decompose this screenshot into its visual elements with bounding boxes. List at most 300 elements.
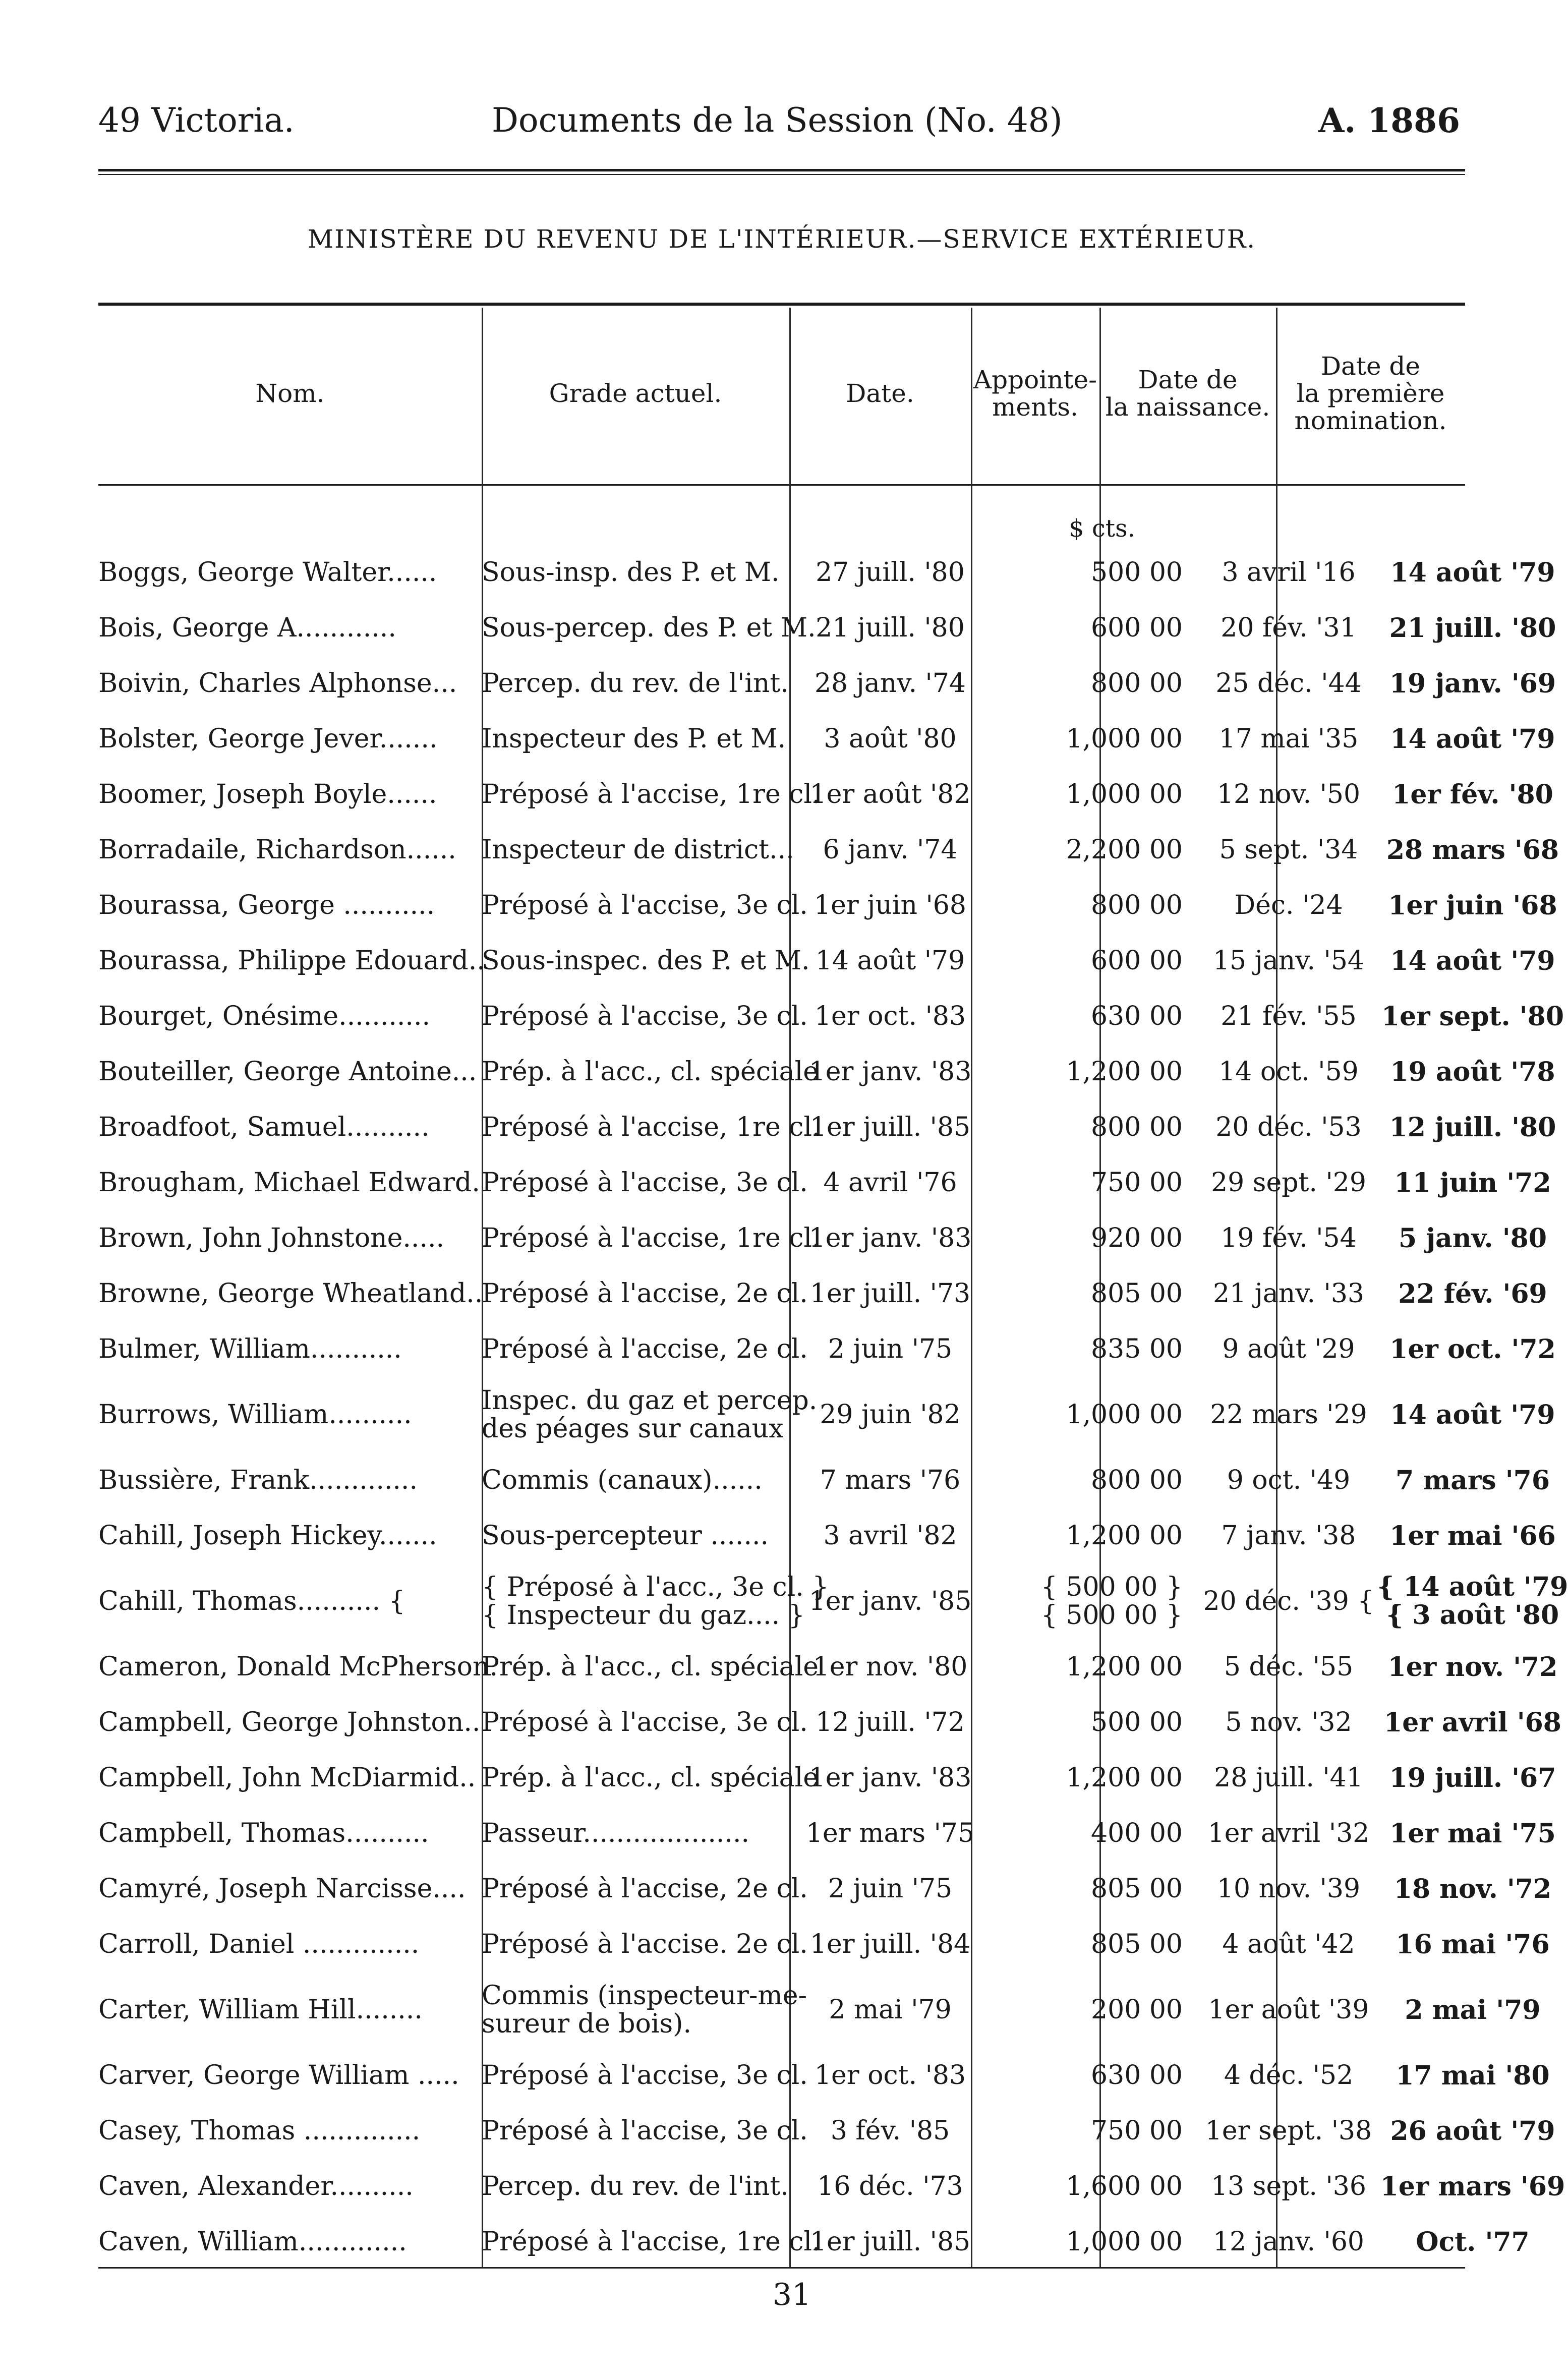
cell-date-text: 21 juill. '80 <box>816 613 965 643</box>
cell-premiere-text: 14 août '79 <box>1390 557 1555 588</box>
cell-appointements-text: 805 00 <box>1091 1874 1183 1904</box>
cell-appointements-text: 750 00 <box>1091 1168 1183 1198</box>
cell-naissance-text: 12 nov. '50 <box>1216 779 1361 809</box>
page-number: 31 <box>772 2277 811 2312</box>
cell-premiere <box>1379 1099 1566 1155</box>
cell-date <box>789 1861 991 1917</box>
table-row <box>98 1563 1568 1639</box>
cell-grade <box>482 1044 819 1099</box>
cell-naissance <box>1203 989 1374 1044</box>
cell-appointements-text: 835 00 <box>1091 1334 1183 1364</box>
cell-nom-text: Bussière, Frank............. <box>98 1465 418 1495</box>
cell-grade-text: Préposé à l'accise, 3e cl. <box>482 2116 808 2146</box>
cell-premiere-text: 11 juin '72 <box>1394 1167 1551 1198</box>
cell-date-text: 1er oct. '83 <box>814 2060 966 2091</box>
cell-premiere <box>1379 1266 1566 1321</box>
cell-appointements <box>991 822 1193 878</box>
cell-date-text: 1er nov. '80 <box>812 1652 968 1682</box>
cell-date <box>789 1750 991 1806</box>
cell-date <box>789 545 991 600</box>
cell-premiere <box>1379 822 1566 878</box>
cell-date <box>789 822 991 878</box>
cell-nom <box>98 656 477 711</box>
cell-grade-line2: sureur de bois). <box>482 2009 691 2039</box>
col-header-grade: Grade actuel. <box>549 379 722 408</box>
cell-date <box>789 1695 991 1750</box>
cell-nom <box>98 1639 498 1695</box>
cell-premiere-text: 1er mai '66 <box>1389 1520 1556 1551</box>
cell-date-text: 4 avril '76 <box>823 1168 957 1198</box>
header-center: Documents de la Session (No. 48) <box>492 101 1063 140</box>
cell-naissance-text: 14 oct. '59 <box>1218 1057 1359 1087</box>
cell-grade <box>482 822 794 878</box>
cell-date-text: 16 déc. '73 <box>817 2171 963 2201</box>
cell-nom-text: Boivin, Charles Alphonse... <box>98 668 457 699</box>
header-rule-thin <box>98 174 1465 175</box>
cell-date-text: 1er juill. '73 <box>809 1279 971 1309</box>
cell-appointements <box>991 1563 1193 1639</box>
cell-grade <box>482 1563 829 1639</box>
cell-naissance-text: 5 nov. '32 <box>1225 1707 1352 1737</box>
cell-premiere-text: 28 mars '68 <box>1386 834 1559 865</box>
cell-appointements <box>991 711 1193 767</box>
cell-appointements-text: 800 00 <box>1091 668 1183 699</box>
table-row <box>98 711 1555 767</box>
cell-grade <box>482 989 808 1044</box>
cell-nom-text: Boggs, George Walter...... <box>98 557 437 588</box>
cell-naissance-text: 20 déc. '53 <box>1215 1112 1362 1142</box>
cell-appointements-text: 1,000 00 <box>1066 1400 1183 1430</box>
table-row <box>98 1044 1555 1099</box>
cell-date <box>789 1508 991 1563</box>
cell-premiere <box>1379 2159 1566 2214</box>
cell-grade-text: Préposé à l'accise, 3e cl. <box>482 1168 808 1198</box>
cell-premiere <box>1379 933 1566 989</box>
table-row <box>98 2048 1550 2103</box>
cell-date <box>789 1917 991 1972</box>
cell-naissance <box>1203 1210 1374 1266</box>
cell-appointements <box>991 1099 1193 1155</box>
cell-grade <box>482 878 808 933</box>
cell-nom <box>98 1044 477 1099</box>
cell-nom-text: Cahill, Joseph Hickey....... <box>98 1521 437 1551</box>
cell-nom-text: Carver, George William ..... <box>98 2060 459 2091</box>
cell-naissance <box>1203 1099 1374 1155</box>
cell-grade <box>482 1972 807 2048</box>
table-row <box>98 1266 1547 1321</box>
cell-premiere-text: 19 août '78 <box>1390 1056 1555 1087</box>
cell-date-text: 1er oct. '83 <box>814 1001 966 1031</box>
cell-naissance-text: 10 nov. '39 <box>1216 1874 1361 1904</box>
cell-naissance <box>1203 1508 1374 1563</box>
table-row <box>98 1917 1550 1972</box>
cell-grade-text: Préposé à l'accise, 3e cl. <box>482 890 808 920</box>
cell-nom-text: Carter, William Hill........ <box>98 1995 423 2025</box>
table-row <box>98 1695 1561 1750</box>
cell-nom <box>98 1266 483 1321</box>
cell-date-text: 1er juill. '85 <box>809 2227 971 2257</box>
cell-naissance <box>1203 1563 1374 1639</box>
cell-naissance <box>1203 1861 1374 1917</box>
cell-nom-text: Campbell, Thomas.......... <box>98 1818 429 1848</box>
cell-premiere-text: 18 nov. '72 <box>1393 1873 1552 1904</box>
table-top-rule <box>98 303 1465 306</box>
cell-naissance-text: Déc. '24 <box>1234 890 1343 920</box>
cell-naissance <box>1203 1750 1374 1806</box>
cell-nom <box>98 1972 477 2048</box>
cell-naissance <box>1203 2159 1374 2214</box>
cell-grade-text: Préposé à l'accise, 1re cl. <box>482 2227 821 2257</box>
cell-grade <box>482 1695 808 1750</box>
cell-grade <box>482 1861 808 1917</box>
cell-premiere <box>1379 600 1566 656</box>
cell-nom-text: Camyré, Joseph Narcisse.... <box>98 1874 466 1904</box>
cell-naissance <box>1203 711 1374 767</box>
cell-naissance <box>1203 1044 1374 1099</box>
cell-date-text: 3 avril '82 <box>823 1521 957 1551</box>
cell-nom <box>98 822 477 878</box>
col-header-naissance: Date de la naissance. <box>1105 365 1270 422</box>
cell-nom <box>98 1508 477 1563</box>
cell-date-text: 3 août '80 <box>824 724 957 754</box>
cell-grade <box>482 933 810 989</box>
cell-date-text: 6 janv. '74 <box>823 835 958 865</box>
cell-premiere-text: 1er fév. '80 <box>1392 779 1553 810</box>
cell-nom-text: Campbell, John McDiarmid.. <box>98 1763 476 1793</box>
cell-nom-text: Boomer, Joseph Boyle...... <box>98 779 437 809</box>
cell-grade <box>482 1155 808 1210</box>
cell-naissance <box>1203 933 1374 989</box>
cell-date <box>789 933 991 989</box>
cell-appointements-text: 800 00 <box>1091 890 1183 920</box>
header-bottom-rule <box>98 484 1465 486</box>
cell-nom-text: Bourassa, Philippe Edouard.. <box>98 946 485 976</box>
cell-premiere <box>1379 1806 1566 1861</box>
cell-appointements-text: 500 00 <box>1091 557 1183 588</box>
cell-date <box>789 1972 991 2048</box>
cell-naissance-text: 25 déc. '44 <box>1215 668 1362 699</box>
cell-premiere-text: 2 mai '79 <box>1405 1994 1541 2025</box>
cell-grade-text: Préposé à l'accise, 2e cl. <box>482 1279 808 1309</box>
cell-naissance-text: 7 janv. '38 <box>1221 1521 1356 1551</box>
cell-naissance <box>1203 2103 1374 2159</box>
cell-date-text: 12 juill. '72 <box>816 1707 965 1737</box>
cell-date <box>789 1563 991 1639</box>
cell-nom <box>98 2103 477 2159</box>
cell-appointements-text: 1,000 00 <box>1066 724 1183 754</box>
cell-nom-text: Bourassa, George ........... <box>98 890 435 920</box>
cell-premiere <box>1379 1750 1566 1806</box>
cell-date <box>789 656 991 711</box>
cell-date-text: 1er janv. '83 <box>808 1057 972 1087</box>
table-row <box>98 1099 1556 1155</box>
cell-date <box>789 1210 991 1266</box>
cell-grade <box>482 1210 821 1266</box>
cell-appointements-text: 1,200 00 <box>1066 1521 1183 1551</box>
table-row <box>98 822 1559 878</box>
col-header-appointements: Appointe- ments. <box>973 365 1097 422</box>
cell-date-text: 1er juill. '84 <box>809 1929 971 1959</box>
cell-grade-text: Préposé à l'accise, 1re cl. <box>482 779 821 809</box>
cell-naissance <box>1203 1806 1374 1861</box>
table-row <box>98 1155 1551 1210</box>
col-header-premiere: Date de la première nomination. <box>1294 352 1447 435</box>
cell-naissance <box>1203 1972 1374 2048</box>
cell-appointements <box>991 767 1193 822</box>
cell-nom-text: Casey, Thomas .............. <box>98 2116 421 2146</box>
table-row <box>98 1972 1541 2048</box>
cell-naissance <box>1203 878 1374 933</box>
cell-naissance <box>1203 1695 1374 1750</box>
cell-appointements-text: 1,200 00 <box>1066 1652 1183 1682</box>
cell-appointements-text: 630 00 <box>1091 2060 1183 2091</box>
cell-nom-text: Brougham, Michael Edward. <box>98 1168 480 1198</box>
cell-premiere <box>1379 1377 1566 1453</box>
cell-appointements <box>991 1210 1193 1266</box>
cell-premiere <box>1379 1453 1566 1508</box>
table-row <box>98 1453 1550 1508</box>
cell-appointements <box>991 1155 1193 1210</box>
cell-naissance <box>1203 2214 1374 2270</box>
cell-date-text: 1er juin '68 <box>814 890 966 920</box>
cell-date <box>789 2048 991 2103</box>
cell-grade-text: Prép. à l'acc., cl. spéciale <box>482 1057 819 1087</box>
cell-nom <box>98 1321 477 1377</box>
table-row <box>98 545 1555 600</box>
cell-appointements-text: 805 00 <box>1091 1929 1183 1959</box>
cell-appointements-text: 600 00 <box>1091 613 1183 643</box>
cell-naissance-text: 4 déc. '52 <box>1224 2060 1354 2091</box>
cell-premiere-text: 1er juin '68 <box>1388 890 1557 921</box>
cell-nom-text: Burrows, William.......... <box>98 1400 412 1430</box>
cell-nom-text: Caven, Alexander.......... <box>98 2171 414 2201</box>
cell-naissance-text: 1er avril '32 <box>1207 1818 1370 1848</box>
cell-naissance-text: 29 sept. '29 <box>1211 1168 1366 1198</box>
cell-grade-text: Sous-inspec. des P. et M. <box>482 946 810 976</box>
cell-appointements <box>991 2159 1193 2214</box>
cell-grade <box>482 1639 819 1695</box>
cell-premiere <box>1379 1321 1566 1377</box>
cell-premiere <box>1379 1917 1566 1972</box>
cell-appointements <box>991 1266 1193 1321</box>
cell-appointements <box>991 1695 1193 1750</box>
cell-appointements-text: 600 00 <box>1091 946 1183 976</box>
cell-appointements <box>991 1750 1193 1806</box>
cell-grade <box>482 545 784 600</box>
cell-nom-text: Caven, William............. <box>98 2227 407 2257</box>
cell-naissance <box>1203 1639 1374 1695</box>
cell-appointements-line1: { 500 00 } <box>1040 1572 1183 1602</box>
cell-grade-line1: { Préposé à l'acc., 3e cl. } <box>482 1572 829 1602</box>
cell-date-text: 1er mars '75 <box>805 1818 975 1848</box>
cell-date <box>789 1321 991 1377</box>
cell-premiere-text: 12 juill. '80 <box>1389 1112 1556 1143</box>
cell-grade-text: Inspecteur de district... <box>482 835 794 865</box>
cell-nom-text: Bolster, George Jever....... <box>98 724 438 754</box>
header-right: A. 1886 <box>1318 101 1460 140</box>
cell-appointements-text: 1,600 00 <box>1066 2171 1183 2201</box>
cell-grade-text: Préposé à l'accise, 2e cl. <box>482 1874 808 1904</box>
cell-appointements-text: 400 00 <box>1091 1818 1183 1848</box>
cell-premiere-text: 22 fév. '69 <box>1398 1278 1547 1309</box>
col-header-nom: Nom. <box>255 379 325 408</box>
cell-grade <box>482 1453 784 1508</box>
table-row <box>98 1321 1556 1377</box>
table-row <box>98 1861 1552 1917</box>
cell-nom-text: Bouteiller, George Antoine... <box>98 1057 477 1087</box>
cell-naissance-text: 4 août '42 <box>1222 1929 1355 1959</box>
cell-naissance-text: 20 déc. '39 { <box>1203 1586 1374 1616</box>
table-row <box>98 1806 1556 1861</box>
cell-premiere-text: 1er mai '75 <box>1389 1818 1556 1849</box>
cell-premiere-text: 17 mai '80 <box>1396 2060 1550 2091</box>
cell-date-text: 3 fév. '85 <box>830 2116 950 2146</box>
cell-nom <box>98 711 477 767</box>
cell-naissance-text: 3 avril '16 <box>1222 557 1356 588</box>
cell-appointements-line2: { 500 00 } <box>1040 1600 1183 1631</box>
cell-date-text: 1er août '82 <box>809 779 971 809</box>
table-row <box>98 933 1555 989</box>
cell-grade <box>482 600 816 656</box>
cell-nom <box>98 1453 477 1508</box>
cell-appointements <box>991 933 1193 989</box>
header-rule <box>98 169 1465 171</box>
cell-naissance <box>1203 1266 1374 1321</box>
cell-premiere-text: 19 janv. '69 <box>1389 668 1556 699</box>
cell-date-text: 7 mars '76 <box>820 1465 961 1495</box>
cell-date-text: 1er janv. '85 <box>808 1586 972 1616</box>
cell-premiere <box>1379 1210 1566 1266</box>
cell-naissance-text: 13 sept. '36 <box>1211 2171 1366 2201</box>
cell-date <box>789 2159 991 2214</box>
cell-premiere-text: 16 mai '76 <box>1396 1929 1550 1960</box>
cell-nom-text: Campbell, George Johnston.. <box>98 1707 481 1737</box>
cell-grade-text: Préposé à l'accise, 3e cl. <box>482 1707 808 1737</box>
cell-date <box>789 1266 991 1321</box>
cell-date-text: 1er juill. '85 <box>809 1112 971 1142</box>
cell-appointements-text: 200 00 <box>1091 1995 1183 2025</box>
cell-appointements <box>991 1453 1193 1508</box>
cell-date-text: 1er janv. '83 <box>808 1223 972 1253</box>
cell-appointements <box>991 2048 1193 2103</box>
cell-premiere-line2: { 3 août '80 <box>1386 1600 1559 1631</box>
cell-naissance-text: 17 mai '35 <box>1218 724 1359 754</box>
cell-grade-text: Prép. à l'acc., cl. spéciale <box>482 1652 819 1682</box>
cell-date-text: 28 janv. '74 <box>814 668 966 699</box>
cell-nom <box>98 767 477 822</box>
cell-appointements-text: 500 00 <box>1091 1707 1183 1737</box>
cell-premiere <box>1379 1508 1566 1563</box>
cell-nom-text: Broadfoot, Samuel.......... <box>98 1112 430 1142</box>
cell-nom-text: Bulmer, William........... <box>98 1334 402 1364</box>
cell-appointements <box>991 656 1193 711</box>
cell-date <box>789 878 991 933</box>
cell-grade <box>482 1750 819 1806</box>
cell-appointements-text: 630 00 <box>1091 1001 1183 1031</box>
cell-nom <box>98 2159 477 2214</box>
cell-nom <box>98 1750 477 1806</box>
cell-naissance-text: 20 fév. '31 <box>1221 613 1357 643</box>
cell-naissance-text: 1er août '39 <box>1208 1995 1369 2025</box>
cell-date-text: 29 juin '82 <box>820 1400 961 1430</box>
cell-appointements-text: 2,200 00 <box>1066 835 1183 865</box>
cell-premiere <box>1379 1972 1566 2048</box>
cell-appointements <box>991 2103 1193 2159</box>
cell-nom <box>98 2048 477 2103</box>
cell-premiere-text: 1er sept. '80 <box>1381 1001 1564 1032</box>
cell-premiere-text: 26 août '79 <box>1390 2115 1555 2146</box>
cell-naissance-text: 12 janv. '60 <box>1212 2227 1365 2257</box>
cell-appointements <box>991 878 1193 933</box>
cell-grade-text: Préposé à l'accise, 3e cl. <box>482 1001 808 1031</box>
cell-grade-text: Percep. du rev. de l'int. <box>482 668 789 699</box>
cell-naissance <box>1203 1155 1374 1210</box>
cell-grade-text: Préposé à l'accise, 1re cl. <box>482 1223 821 1253</box>
cell-appointements-text: 800 00 <box>1091 1112 1183 1142</box>
cell-grade <box>482 2048 808 2103</box>
table-row <box>98 1639 1558 1695</box>
table-row <box>98 767 1553 822</box>
cell-nom <box>98 1806 477 1861</box>
cell-date-text: 1er janv. '83 <box>808 1763 972 1793</box>
cell-naissance <box>1203 1377 1374 1453</box>
cell-nom <box>98 878 477 933</box>
units-row <box>98 509 1465 545</box>
table-row <box>98 1508 1556 1563</box>
cell-naissance-text: 21 janv. '33 <box>1212 1279 1365 1309</box>
table-row <box>98 2159 1565 2214</box>
cell-naissance-text: 19 fév. '54 <box>1221 1223 1357 1253</box>
cell-grade-text: Sous-insp. des P. et M. <box>482 557 780 588</box>
cell-grade-line1: Commis (inspecteur-me- <box>482 1981 807 2011</box>
cell-premiere-text: 14 août '79 <box>1390 1399 1555 1430</box>
cell-date <box>789 767 991 822</box>
cell-premiere-text: Oct. '77 <box>1416 2226 1530 2257</box>
cell-naissance <box>1203 822 1374 878</box>
cell-date-text: 2 juin '75 <box>828 1334 953 1364</box>
cell-date <box>789 1453 991 1508</box>
cell-appointements-text: 750 00 <box>1091 2116 1183 2146</box>
cell-premiere-text: 19 juill. '67 <box>1389 1762 1556 1793</box>
cell-date-text: 2 juin '75 <box>828 1874 953 1904</box>
cell-appointements <box>991 1861 1193 1917</box>
cell-grade <box>482 1508 784 1563</box>
cell-grade-text: Préposé à l'accise, 1re cl. <box>482 1112 821 1142</box>
cell-premiere <box>1379 767 1566 822</box>
cell-naissance <box>1203 545 1374 600</box>
cell-premiere <box>1379 1861 1566 1917</box>
cell-grade <box>482 1806 784 1861</box>
cell-nom <box>98 545 477 600</box>
cell-nom <box>98 989 477 1044</box>
cell-grade-text: Préposé à l'accise. 2e cl. <box>482 1929 808 1959</box>
cell-naissance-text: 1er sept. '38 <box>1205 2116 1372 2146</box>
cell-premiere-text: 1er avril '68 <box>1384 1707 1561 1738</box>
cell-appointements <box>991 1806 1193 1861</box>
cell-premiere <box>1379 2048 1566 2103</box>
cell-date-text: 27 juill. '80 <box>816 557 965 588</box>
cell-premiere <box>1379 656 1566 711</box>
cell-grade <box>482 2103 808 2159</box>
cell-premiere <box>1379 1155 1566 1210</box>
cell-premiere <box>1379 878 1566 933</box>
cell-grade-text: Prép. à l'acc., cl. spéciale <box>482 1763 819 1793</box>
cell-nom <box>98 1917 477 1972</box>
header-left: 49 Victoria. <box>98 101 295 140</box>
cell-naissance-text: 15 janv. '54 <box>1212 946 1365 976</box>
cell-premiere <box>1379 989 1566 1044</box>
cell-nom <box>98 1377 477 1453</box>
